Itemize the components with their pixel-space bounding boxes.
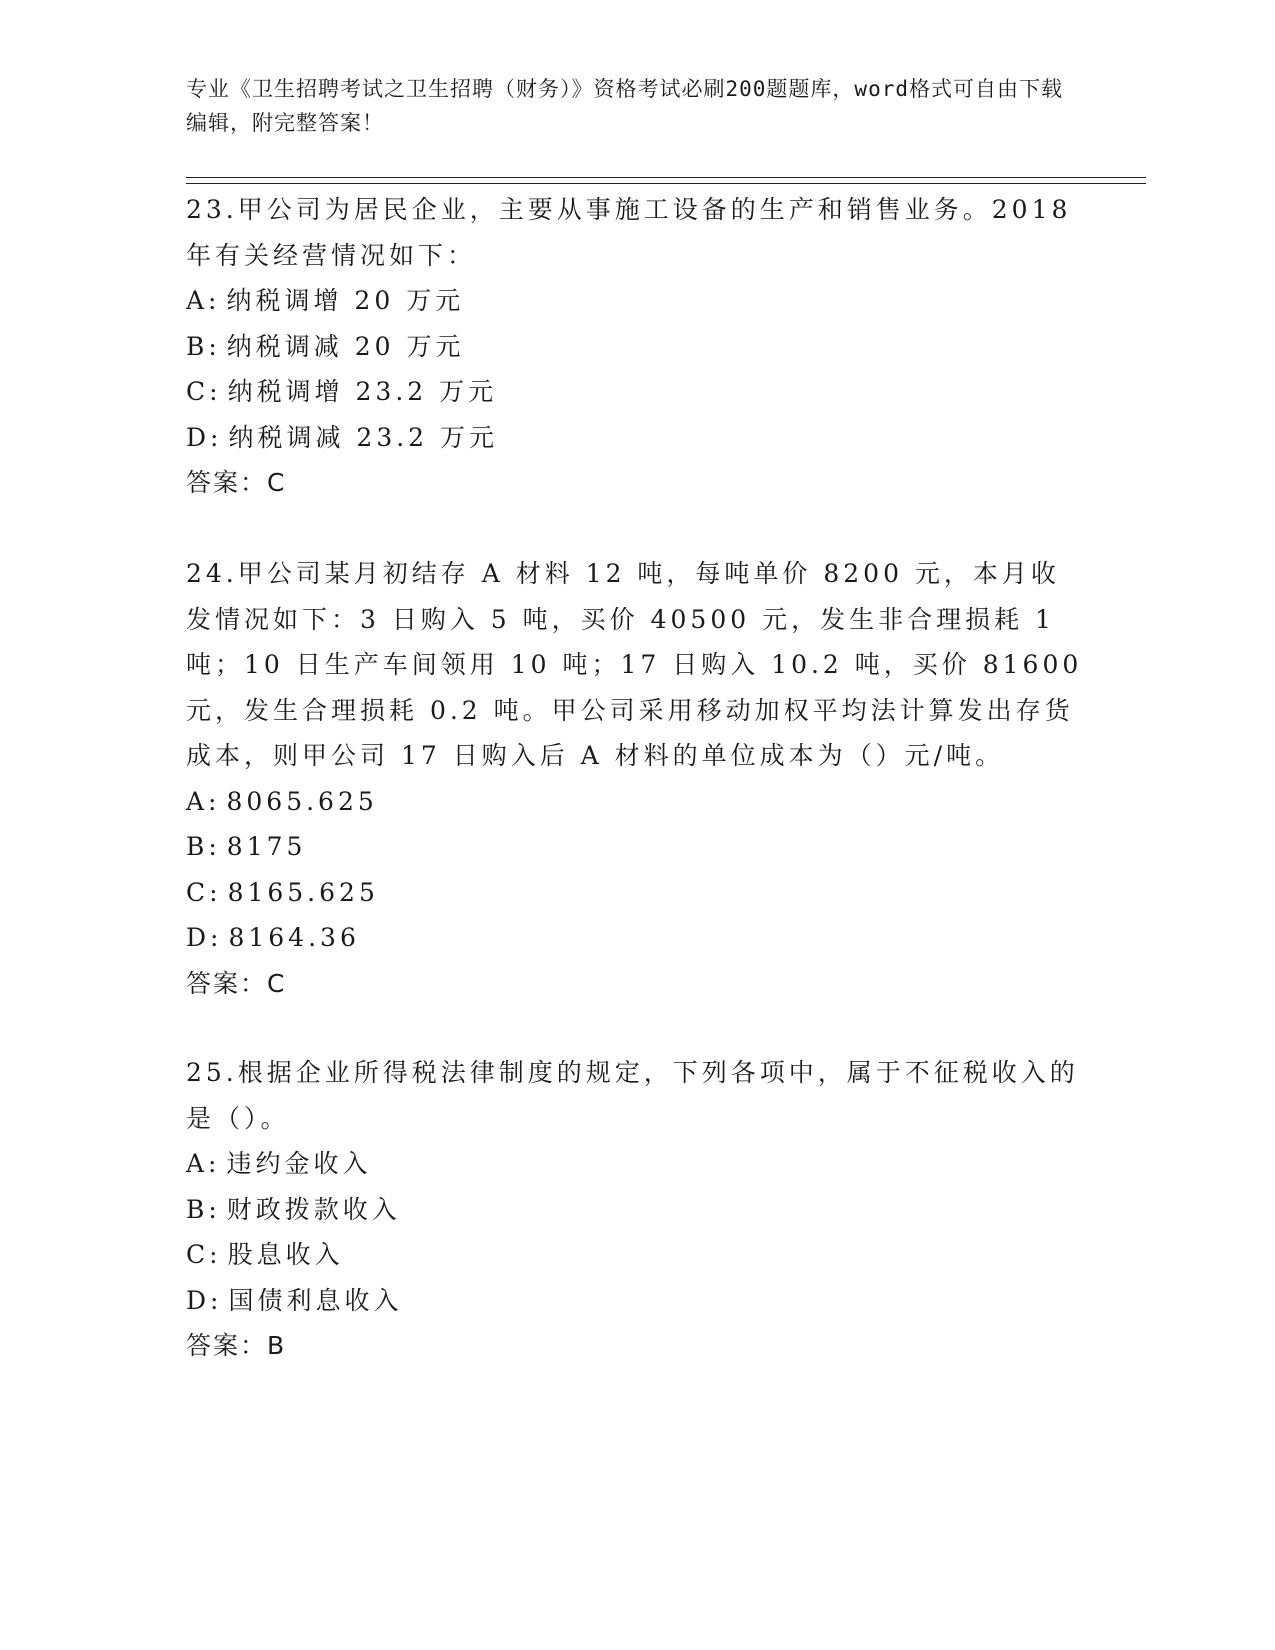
option-c <box>186 369 1086 415</box>
option-letter: A: <box>186 286 221 315</box>
option-text: 纳税调减 23.2 万元 <box>228 422 499 452</box>
header-rule-bottom <box>186 183 1146 184</box>
option-c <box>186 870 1086 916</box>
option-b <box>186 1187 1086 1233</box>
option-letter: C: <box>186 1240 222 1269</box>
option-a <box>186 779 1086 825</box>
option-c <box>186 1232 1086 1278</box>
option-letter: D: <box>186 1285 223 1315</box>
option-text: 纳税调增 23.2 万元 <box>227 377 498 406</box>
option-letter: C: <box>186 877 222 907</box>
answer: 答案：B <box>186 1331 287 1360</box>
question-text <box>186 551 1086 779</box>
option-text: 股息收入 <box>227 1240 344 1269</box>
option-a <box>186 278 1086 324</box>
option-b <box>186 824 1086 870</box>
question-number: 25. <box>186 1058 238 1087</box>
answer: 答案：C <box>186 968 287 998</box>
option-letter: C: <box>186 377 222 406</box>
question-number: 24. <box>186 559 238 588</box>
option-d <box>186 415 1086 461</box>
option-text: 违约金收入 <box>226 1149 372 1178</box>
option-text: 国债利息收入 <box>228 1285 403 1315</box>
question-body: 根据企业所得税法律制度的规定，下列各项中，属于不征税收入的是（）。 <box>186 1058 1079 1133</box>
option-text: 纳税调增 20 万元 <box>226 286 465 315</box>
option-text: 8065.625 <box>226 786 378 816</box>
answer: 答案：C <box>186 468 287 497</box>
option-a <box>186 1141 1086 1187</box>
header-rule-top <box>186 177 1146 178</box>
option-text: 8175 <box>226 832 307 861</box>
question-text <box>186 187 1086 278</box>
option-letter: D: <box>186 422 223 452</box>
header-title: 专业《卫生招聘考试之卫生招聘（财务）》资格考试必刷200题题库，word格式可自由下载编辑，附完整答案！ <box>186 77 1063 135</box>
option-text: 8165.625 <box>227 877 379 907</box>
question-23 <box>186 187 1086 506</box>
option-d <box>186 1278 1086 1324</box>
document-header <box>186 72 1066 140</box>
option-letter: A: <box>186 786 221 816</box>
option-letter: A: <box>186 1149 221 1178</box>
option-letter: B: <box>186 1194 221 1224</box>
option-letter: B: <box>186 331 221 361</box>
option-text: 8164.36 <box>228 923 360 952</box>
option-text: 纳税调减 20 万元 <box>226 331 465 361</box>
question-body: 甲公司为居民企业，主要从事施工设备的生产和销售业务。2018 年有关经营情况如下： <box>186 195 1072 270</box>
question-text <box>186 1050 1086 1141</box>
option-text: 财政拨款收入 <box>226 1194 401 1224</box>
option-d <box>186 915 1086 961</box>
option-b <box>186 324 1086 370</box>
option-letter: D: <box>186 923 223 952</box>
option-letter: B: <box>186 832 221 861</box>
question-body: 甲公司某月初结存 A 材料 12 吨，每吨单价 8200 元，本月收发情况如下：3 日购入 5 吨，买价 40500 元，发生非合理损耗 1 吨；10 日生产车间领用 10 吨；17 日购入 10.2 吨，买价 81600 元，发生合理损耗 0.2 吨。甲公司采用移动加权平均法计算发出存货成本，则甲公司 17 日购入后 A 材料的单位成本为（）元/吨。 <box>186 559 1083 770</box>
question-25 <box>186 1050 1086 1369</box>
question-number: 23. <box>186 195 238 224</box>
question-24 <box>186 551 1086 1006</box>
